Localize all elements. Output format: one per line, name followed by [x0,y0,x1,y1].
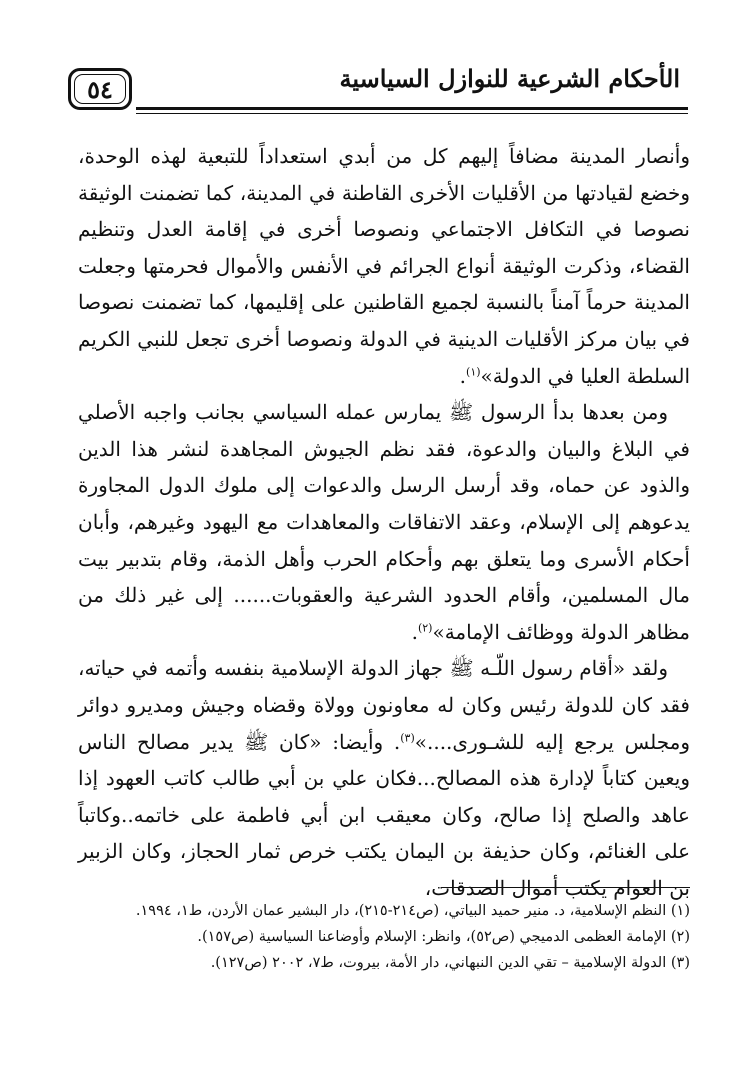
paragraph-3-tail: . وأيضا: «كان ﷺ يدير مصالح الناس ويعين كتاباً لإدارة هذه المصالح...فكان علي بن أبي طالب كاتب العهود إذا عاهد والصلح إذا صالح، وكان معيقب ابن أبي فاطمة على خاتمه..وكاتباً على الغنائم، وكان حذيفة بن اليمان يكتب خرص ثمار الحجاز، وكان الزبير بن العوام يكتب أموال الصدقات، [78,729,690,900]
page-number-frame [68,68,132,110]
body-text [78,138,690,906]
paragraph-2-tail: . [411,619,418,644]
paragraph-1-text: وأنصار المدينة مضافاً إليهم كل من أبدي استعداداً للتبعية لهذه الوحدة، وخضع لقيادتها من الأقليات الأخرى القاطنة في المدينة، كما تضمنت الوثيقة نصوصا في التكافل الاجتماعي ونصوصا أخرى في إقامة العدل وتنظيم القضاء، وذكرت الوثيقة أنواع الجرائم في الأنفس والأموال فحرمتها وجعلت المدينة حرماً آمناً بالنسبة لجميع القاطنين على إقليمها، كما تضمنت نصوصا في بيان مركز الأقليات الدينية في الدولة ونصوصا أخرى تجعل للنبي الكريم السلطة العليا في الدولة» [78,144,690,388]
footnote-1: (١) النظم الإسلامية، د. منير حميد البياتي، (ص٢١٤-٢١٥)، دار البشير عمان الأردن، ط١، ١٩٩٤. [135,903,690,919]
page-number: ٥٤ [87,74,113,104]
page-header [68,60,688,120]
header-rule [136,107,688,110]
paragraph-2 [78,394,690,650]
paragraph-3-text: ولقد «أقام رسول اللّـه ﷺ جهاز الدولة الإسلامية بنفسه وأتمه في حياته، فقد كان للدولة رئيس وكان له معاونون وولاة وقضاه وجيش ومديرو دوائر ومجلس يرجع إليه للشـورى....» [78,656,690,754]
footnote-ref-3: (٣) [400,730,415,744]
paragraph-1-tail: . [459,363,467,388]
footnote-3: (٣) الدولة الإسلامية – تقي الدين النبهاني، دار الأمة، بيروت، ط٧، ٢٠٠٢ (ص١٢٧). [210,955,690,971]
footnote-separator [442,887,690,888]
footnotes [90,898,690,976]
paragraph-2-text: ومن بعدها بدأ الرسول ﷺ يمارس عمله السياسي بجانب واجبه الأصلي في البلاغ والبيان والدعوة، فقد نظم الجيوش المجاهدة لنشر هذا الدين والذود عن حماه، وقد أرسل الرسل والدعوات إلى ملوك الدول المجاورة يدعوهم إلى الإسلام، وعقد الاتفاقات والمعاهدات مع اليهود وغيرهم، وأبان أحكام الأسرى وما يتعلق بهم وأحكام الحرب وأهل الذمة، وقام بتدبير بيت مال المسلمين، وأقام الحدود الشرعية والعقوبات...... إلى غير ذلك من مظاهر الدولة ووظائف الإمامة» [78,400,690,644]
paragraph-3 [78,650,690,906]
header-rule-thin [136,113,688,114]
footnote-ref-1: (١) [466,364,481,378]
footnote-ref-2: (٢) [417,621,433,635]
running-title: الأحكام الشرعية للنوازل السياسية [339,64,680,93]
paragraph-1 [78,138,690,394]
footnote-2: (٢) الإمامة العظمى الدميجي (ص٥٢)، وانظر: الإسلام وأوضاعنا السياسية (ص١٥٧). [197,929,690,945]
